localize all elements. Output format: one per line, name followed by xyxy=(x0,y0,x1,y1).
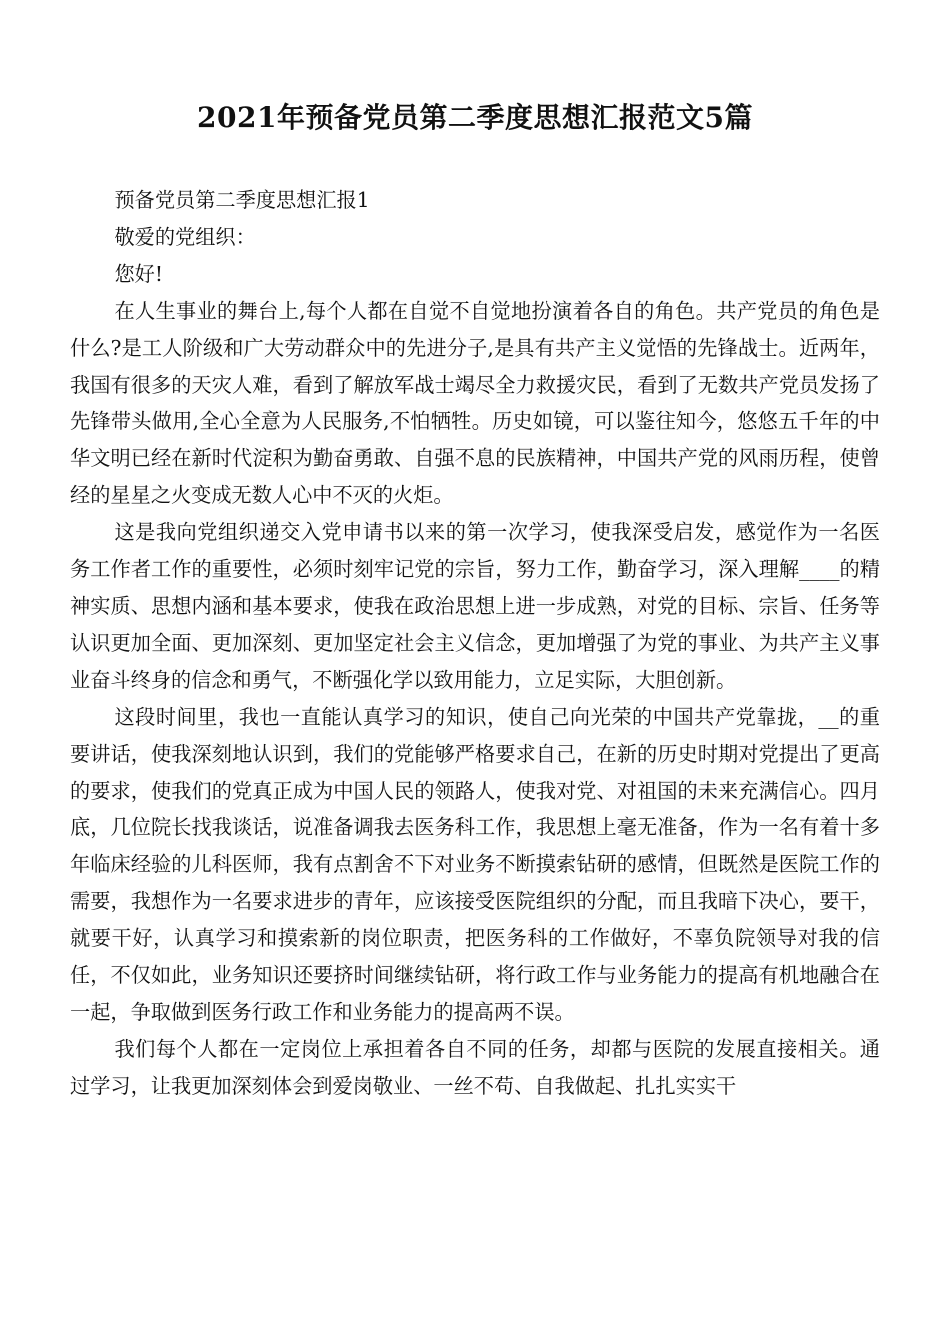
body-paragraph: 这段时间里，我也一直能认真学习的知识，使自己向光荣的中国共产党靠拢，__的重要讲话，使我深刻地认识到，我们的党能够严格要求自己，在新的历史时期对党提出了更高的要求，使我们的党真正成为中国人民的领路人，使我对党、对祖国的未来充满信心。四月底，几位院长找我谈话，说准备调我去医务科工作，我思想上毫无准备，作为一名有着十多年临床经验的儿科医师，我有点割舍不下对业务不断摸索钻研的感情，但既然是医院工作的需要，我想作为一名要求进步的青年，应该接受医院组织的分配，而且我暗下决心，要干，就要干好，认真学习和摸索新的岗位职责，把医务科的工作做好，不辜负院领导对我的信任，不仅如此，业务知识还要挤时间继续钻研，将行政工作与业务能力的提高有机地融合在一起，争取做到医务行政工作和业务能力的提高两不误。 xyxy=(70,704,880,1024)
document-body xyxy=(70,182,880,1105)
greeting: 您好! xyxy=(114,261,163,286)
section-heading: 预备党员第二季度思想汇报1 xyxy=(114,188,370,212)
salutation: 敬爱的党组织： xyxy=(114,224,256,249)
document-title: 2021年预备党员第二季度思想汇报范文5篇 xyxy=(197,101,753,134)
body-paragraph: 在人生事业的舞台上,每个人都在自觉不自觉地扮演着各自的角色。共产党员的角色是什么?是工人阶级和广大劳动群众中的先进分子,是具有共产主义觉悟的先锋战士。近两年，我国有很多的天灾人难，看到了解放军战士竭尽全力救援灾民，看到了无数共产党员发扬了先锋带头做用,全心全意为人民服务,不怕牺牲。历史如镜，可以鉴往知今，悠悠五千年的中华文明已经在新时代淀积为勤奋勇敢、自强不息的民族精神，中国共产党的风雨历程，使曾经的星星之火变成无数人心中不灭的火炬。 xyxy=(70,298,880,508)
body-paragraph: 这是我向党组织递交入党申请书以来的第一次学习，使我深受启发，感觉作为一名医务工作者工作的重要性，必须时刻牢记党的宗旨，努力工作，勤奋学习，深入理解____的精神实质、思想内涵和基本要求，使我在政治思想上进一步成熟，对党的目标、宗旨、任务等认识更加全面、更加深刻、更加坚定社会主义信念，更加增强了为党的事业、为共产主义事业奋斗终身的信念和勇气，不断强化学以致用能力，立足实际，大胆创新。 xyxy=(70,520,880,692)
body-paragraph: 我们每个人都在一定岗位上承担着各自不同的任务，却都与医院的发展直接相关。通过学习，让我更加深刻体会到爱岗敬业、一丝不苟、自我做起、扎扎实实干 xyxy=(70,1036,880,1098)
